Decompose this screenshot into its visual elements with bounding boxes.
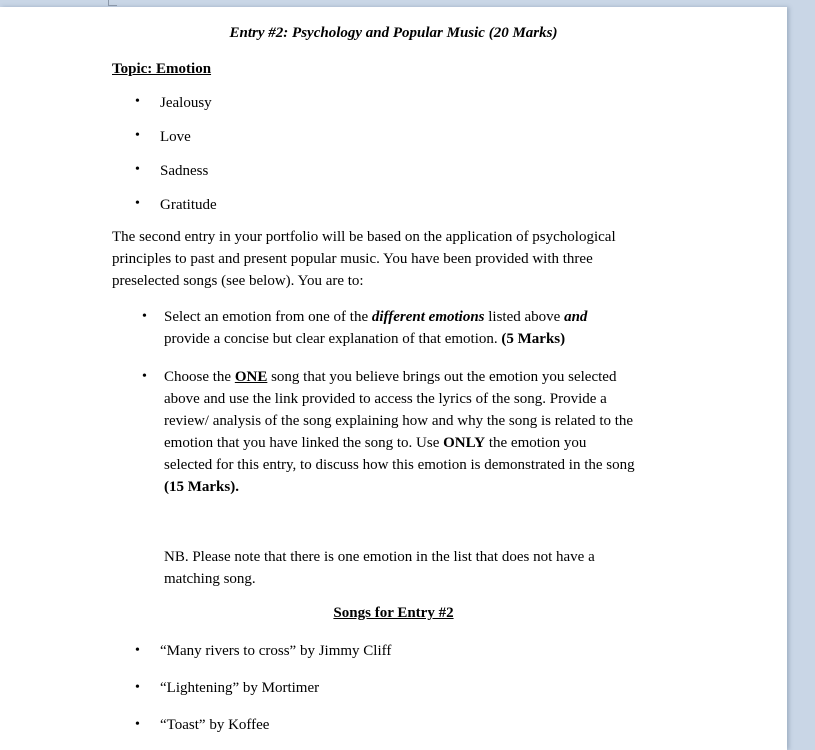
task2-line3: review/ analysis of the song explaining how and why the song is related to the: [164, 413, 634, 429]
nb-line: NB. Please note that there is one emotion in the list that does not have a: [164, 549, 595, 565]
song-item: “Lightening” by Mortimer: [160, 680, 320, 696]
task1-line1: Select an emotion from one of the different emotions listed above and: [164, 309, 588, 325]
task2-line1: Choose the ONE song that you believe brings out the emotion you selected: [164, 369, 617, 385]
intro-line: principles to past and present popular music. You have been provided with three: [112, 251, 593, 267]
songs-heading: Songs for Entry #2: [333, 605, 454, 621]
bullet-icon: •: [135, 717, 140, 732]
bullet-icon: •: [142, 309, 147, 324]
bullet-icon: •: [135, 94, 140, 109]
bullet-icon: •: [135, 643, 140, 658]
nb-line: matching song.: [164, 571, 256, 587]
bullet-icon: •: [135, 128, 140, 143]
document-page: [0, 7, 787, 750]
margin-corner-mark: [108, 0, 117, 6]
topic-heading: Topic: Emotion: [112, 61, 212, 77]
bullet-icon: •: [135, 680, 140, 695]
intro-line: preselected songs (see below). You are to:: [112, 273, 364, 289]
task1-line2: provide a concise but clear explanation of that emotion. (5 Marks): [164, 331, 566, 347]
bullet-icon: •: [135, 162, 140, 177]
intro-line: The second entry in your portfolio will be based on the application of psychological: [112, 229, 616, 245]
task2-marks: (15 Marks).: [164, 479, 239, 495]
song-item: “Many rivers to cross” by Jimmy Cliff: [160, 643, 392, 659]
task2-line4: emotion that you have linked the song to. Use ONLY the emotion you: [164, 435, 587, 451]
task2-line2: above and use the link provided to access the lyrics of the song. Provide a: [164, 391, 607, 407]
bullet-icon: •: [142, 369, 147, 384]
bullet-icon: •: [135, 196, 140, 211]
emotion-item: Jealousy: [160, 95, 212, 111]
document-title: Entry #2: Psychology and Popular Music (20 Marks): [229, 25, 558, 41]
emotion-item: Love: [160, 129, 191, 145]
task2-line5: selected for this entry, to discuss how this emotion is demonstrated in the song: [164, 457, 635, 473]
song-item: “Toast” by Koffee: [160, 717, 270, 733]
emotion-item: Gratitude: [160, 197, 217, 213]
emotion-item: Sadness: [160, 163, 209, 179]
